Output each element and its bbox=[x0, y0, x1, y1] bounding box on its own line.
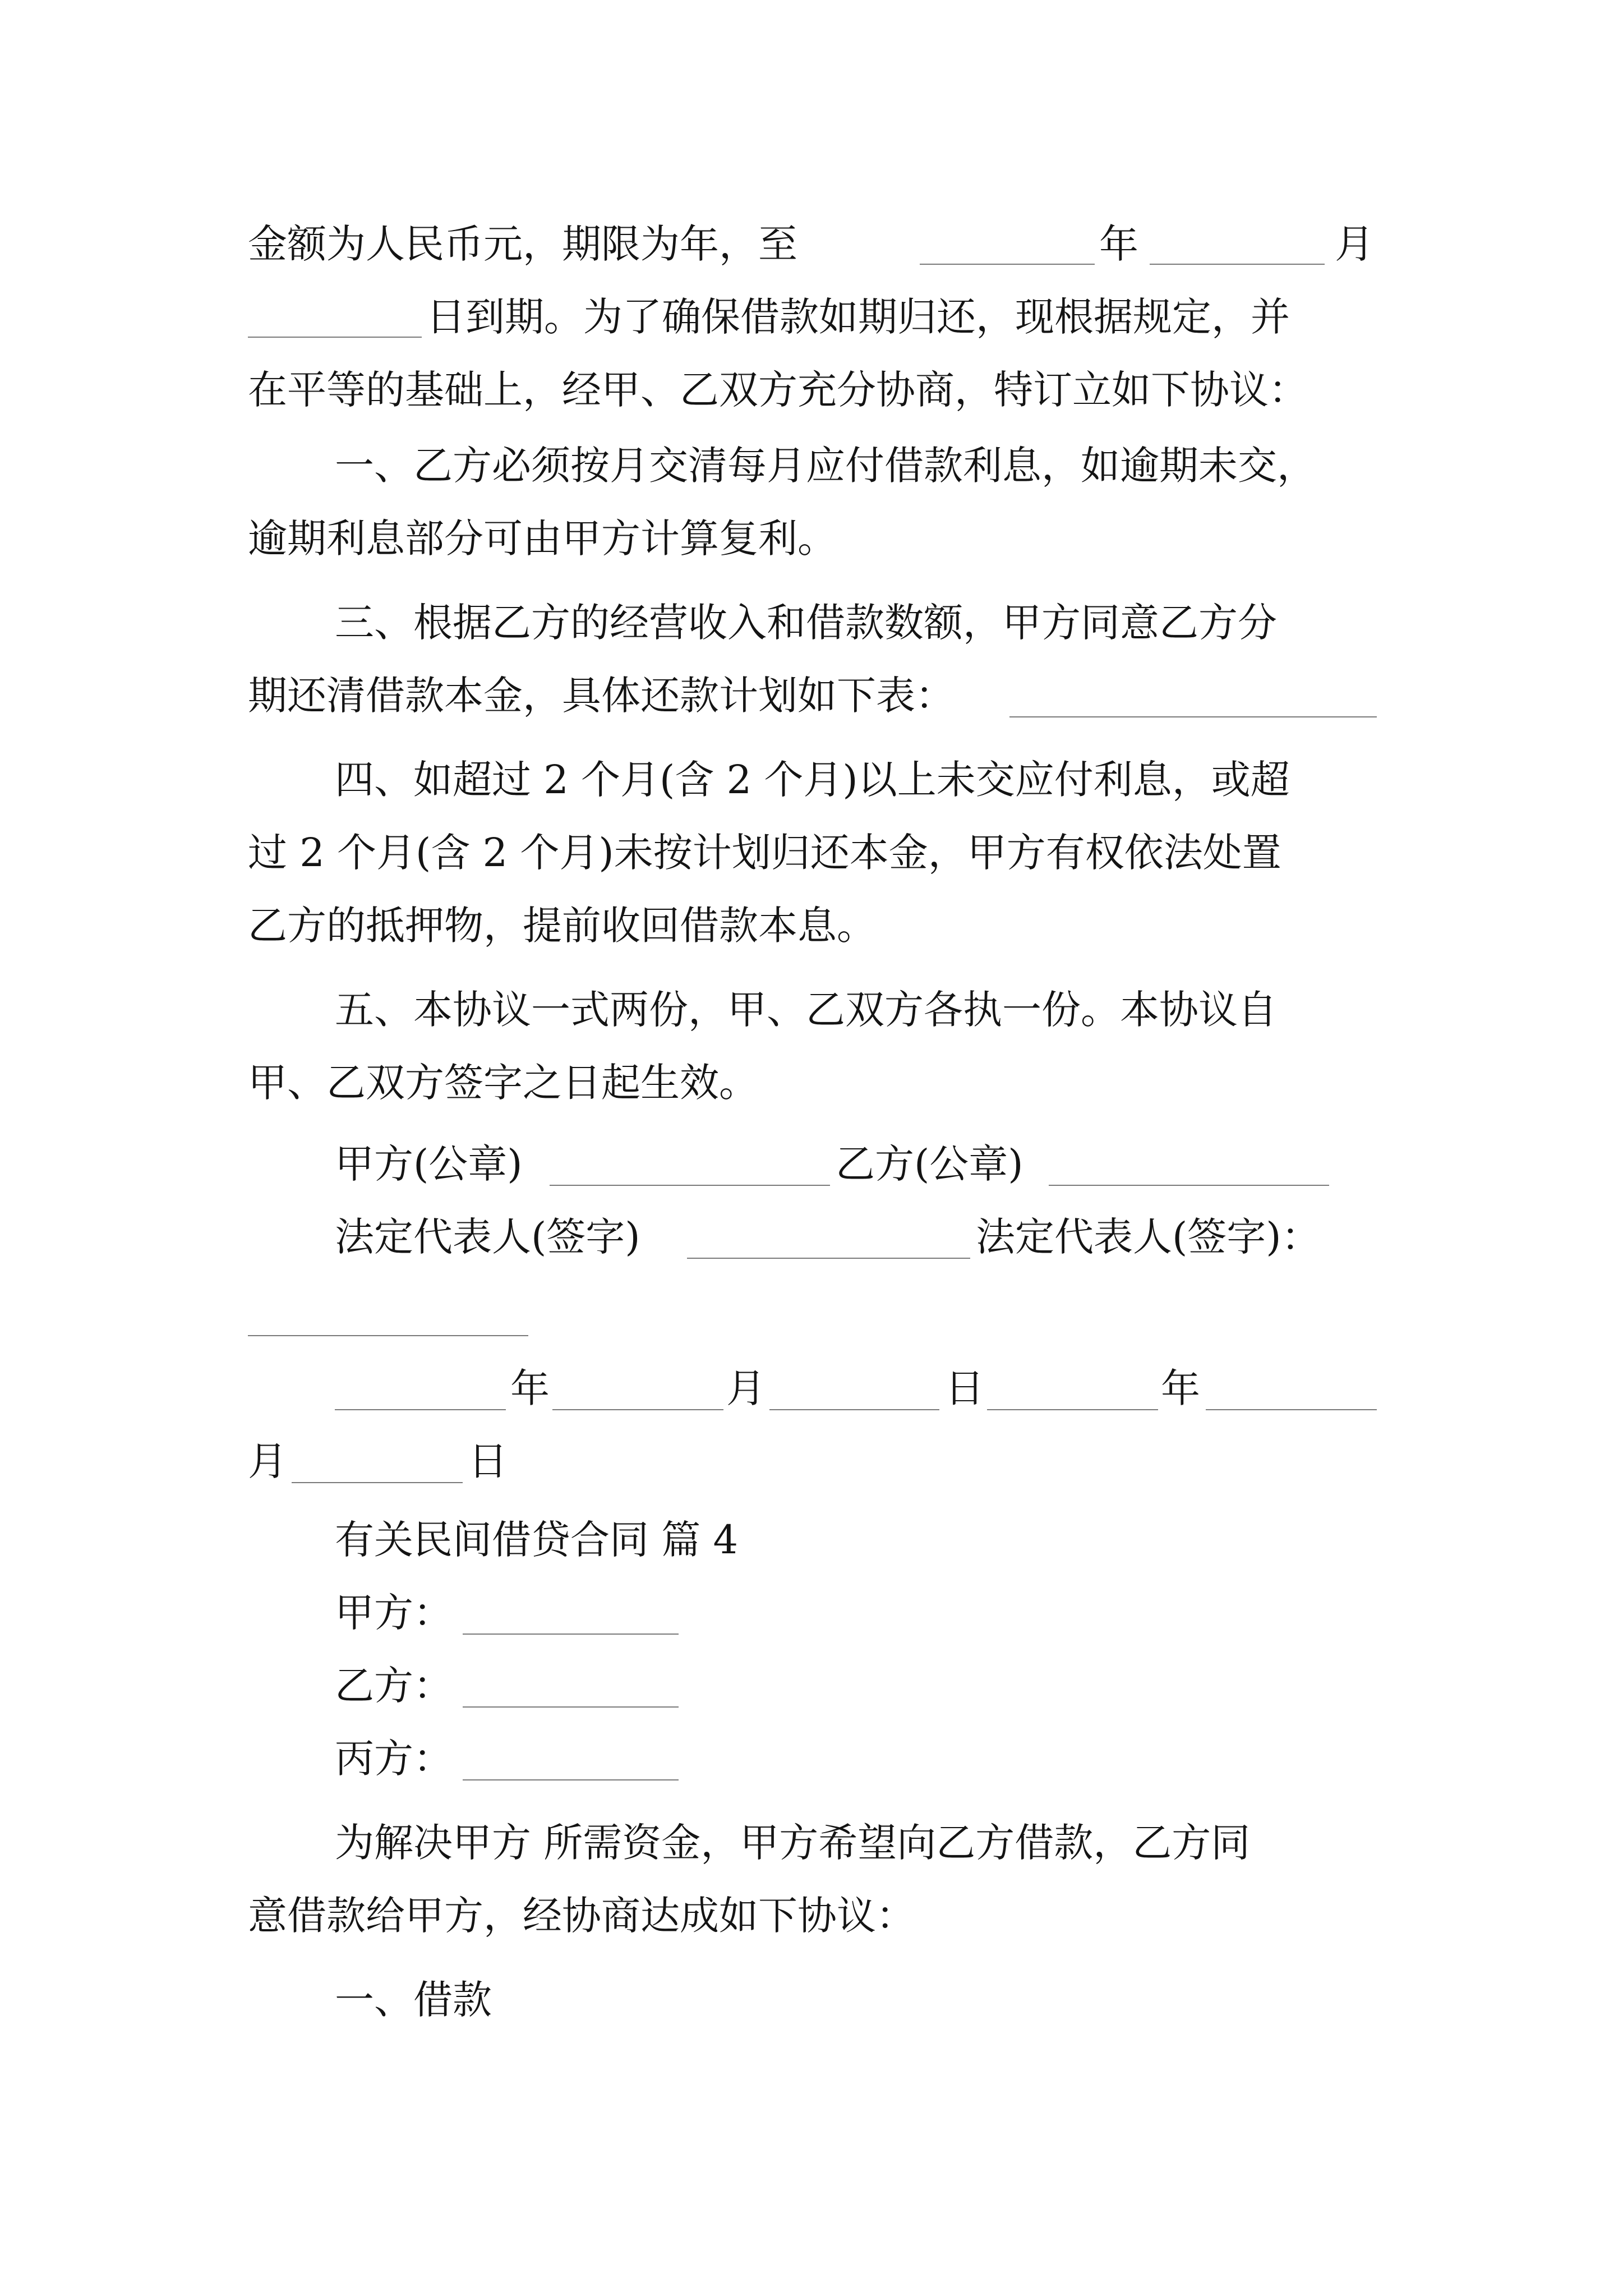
party-a-name-blank[interactable] bbox=[463, 1634, 679, 1635]
intro-line1-text: 为解决甲方 所需资金，甲方希望向乙方借款，乙方同 bbox=[335, 1820, 1251, 1866]
clause3-line2 bbox=[0, 670, 1623, 721]
clause4-line1-text: 四、如超过 2 个月(含 2 个月)以上未交应付利息，或超 bbox=[335, 757, 1290, 803]
date-b-year-label: 年 bbox=[1161, 1365, 1200, 1411]
rep-line bbox=[0, 1212, 1623, 1262]
party-b-name-blank[interactable] bbox=[463, 1706, 679, 1708]
fill-blank[interactable] bbox=[1150, 264, 1325, 265]
date-a-year-label: 年 bbox=[510, 1365, 550, 1411]
contract4-party-b bbox=[0, 1660, 1623, 1711]
date-b-day-label: 日 bbox=[468, 1438, 508, 1484]
fill-blank[interactable] bbox=[248, 337, 422, 338]
clause4-line2-text: 过 2 个月(含 2 个月)未按计划归还本金，甲方有权依法处置 bbox=[248, 830, 1281, 876]
date-a-year-blank[interactable] bbox=[335, 1409, 506, 1410]
rep-b-label: 法定代表人(签字)： bbox=[976, 1214, 1321, 1260]
contract4-title bbox=[0, 1515, 1623, 1565]
clause1-line1 bbox=[0, 440, 1623, 491]
contract4-section1 bbox=[0, 1975, 1623, 2025]
clause1-line2 bbox=[0, 513, 1623, 564]
repayment-plan-blank[interactable] bbox=[1009, 716, 1377, 717]
intro-line2-text: 意借款给甲方，经协商达成如下协议： bbox=[248, 1893, 915, 1939]
date-a-month-label: 月 bbox=[726, 1365, 766, 1411]
clause3-line1-text: 三、根据乙方的经营收入和借款数额，甲方同意乙方分 bbox=[335, 600, 1277, 646]
clause4-line3-text: 乙方的抵押物，提前收回借款本息。 bbox=[248, 903, 876, 949]
clause5-line1-text: 五、本协议一式两份，甲、乙双方各执一份。本协议自 bbox=[335, 987, 1277, 1033]
para1-year-label: 年 bbox=[1099, 221, 1138, 267]
party-b-seal-label: 乙方(公章) bbox=[836, 1141, 1023, 1187]
date-line-2 bbox=[0, 1436, 1623, 1487]
para1-line1-text: 金额为人民币元，期限为年，至 bbox=[248, 221, 797, 267]
clause5-line1 bbox=[0, 984, 1623, 1035]
rep-b-blank[interactable] bbox=[248, 1335, 528, 1336]
date-a-day-label: 日 bbox=[945, 1365, 984, 1411]
contract4-party-a bbox=[0, 1588, 1623, 1638]
contract4-intro-line2 bbox=[0, 1890, 1623, 1941]
party-b-seal-blank[interactable] bbox=[1049, 1185, 1329, 1186]
party-b-label: 乙方： bbox=[335, 1663, 453, 1709]
contract4-party-c bbox=[0, 1733, 1623, 1784]
clause4-line2 bbox=[0, 827, 1623, 878]
party-a-label: 甲方： bbox=[335, 1590, 453, 1636]
date-b-month-label: 月 bbox=[248, 1438, 287, 1484]
date-a-day-blank[interactable] bbox=[769, 1409, 939, 1410]
clause1-line2-text: 逾期利息部分可由甲方计算复利。 bbox=[248, 516, 837, 562]
party-a-seal-label: 甲方(公章) bbox=[335, 1141, 523, 1187]
para1-line2-text: 日到期。为了确保借款如期归还，现根据规定，并 bbox=[426, 294, 1290, 340]
clause3-line1 bbox=[0, 597, 1623, 648]
date-a-month-blank[interactable] bbox=[552, 1409, 723, 1410]
para1-month-label: 月 bbox=[1335, 221, 1374, 267]
clause4-line1 bbox=[0, 754, 1623, 805]
date-line bbox=[0, 1363, 1623, 1414]
rep-a-label: 法定代表人(签字) bbox=[335, 1214, 640, 1260]
seal-line bbox=[0, 1139, 1623, 1189]
para1-line1 bbox=[0, 219, 1623, 269]
para1-line3-text: 在平等的基础上，经甲、乙双方充分协商，特订立如下协议： bbox=[248, 367, 1308, 413]
party-c-label: 丙方： bbox=[335, 1736, 453, 1782]
date-b-month-blank[interactable] bbox=[1206, 1409, 1377, 1410]
clause5-line2-text: 甲、乙双方签字之日起生效。 bbox=[248, 1060, 758, 1106]
party-c-name-blank[interactable] bbox=[463, 1779, 679, 1780]
fill-blank[interactable] bbox=[920, 264, 1095, 265]
clause1-line1-text: 一、乙方必须按月交清每月应付借款利息，如逾期未交， bbox=[335, 443, 1316, 489]
clause5-line2 bbox=[0, 1057, 1623, 1108]
rep-a-blank[interactable] bbox=[687, 1258, 970, 1259]
contract4-title-text: 有关民间借贷合同 篇 4 bbox=[335, 1517, 739, 1563]
clause3-line2-text: 期还清借款本金，具体还款计划如下表： bbox=[248, 673, 955, 719]
section1-heading: 一、借款 bbox=[335, 1977, 492, 2023]
date-b-year-blank[interactable] bbox=[987, 1409, 1158, 1410]
para1-line2 bbox=[0, 292, 1623, 342]
contract4-intro-line1 bbox=[0, 1818, 1623, 1868]
party-a-seal-blank[interactable] bbox=[550, 1185, 830, 1186]
para1-line3 bbox=[0, 365, 1623, 415]
clause4-line3 bbox=[0, 900, 1623, 951]
date-b-day-blank[interactable] bbox=[292, 1482, 463, 1483]
